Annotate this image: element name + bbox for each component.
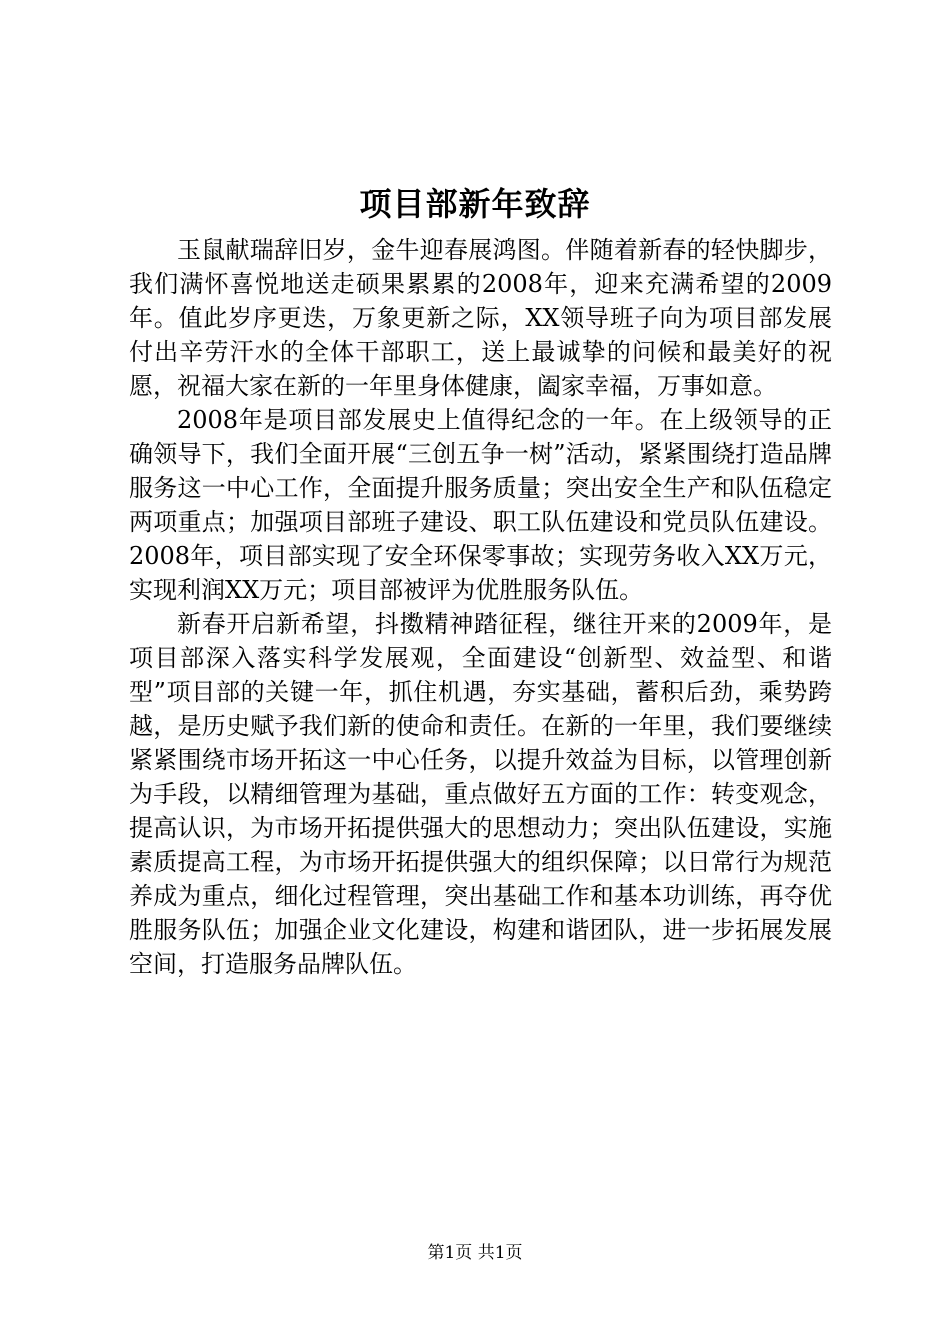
document-title: 项目部新年致辞 <box>359 185 591 223</box>
paragraph-3: 新春开启新希望，抖擞精神踏征程，继往开来的2009年，是项目部深入落实科学发展观，全面建设“创新型、效益型、和谐型”项目部的关键一年，抓住机遇，夯实基础，蓄积后劲，乘势跨越，是历史赋予我们新的使命和责任。在新的一年里，我们要继续紧紧围绕市场开拓这一中心任务，以提升效益为目标，以管理创新为手段，以精细管理为基础，重点做好五方面的工作：转变观念，提高认识，为市场开拓提供强大的思想动力；突出队伍建设，实施素质提高工程，为市场开拓提供强大的组织保障；以日常行为规范养成为重点，细化过程管理，突出基础工作和基本功训练，再夺优胜服务队伍；加强企业文化建设，构建和谐团队，进一步拓展发展空间，打造服务品牌队伍。 <box>129 610 832 978</box>
page-footer: 第1页 共1页 <box>427 1243 523 1263</box>
paragraph-2: 2008年是项目部发展史上值得纪念的一年。在上级领导的正确领导下，我们全面开展“三创五争一树”活动，紧紧围绕打造品牌服务这一中心工作，全面提升服务质量；突出安全生产和队伍稳定两项重点；加强项目部班子建设、职工队伍建设和党员队伍建设。2008年，项目部实现了安全环保零事故；实现劳务收入XX万元，实现利润XX万元；项目部被评为优胜服务队伍。 <box>129 406 832 604</box>
document-body <box>129 233 832 981</box>
paragraph-1: 玉鼠献瑞辞旧岁，金牛迎春展鸿图。伴随着新春的轻快脚步，我们满怀喜悦地送走硕果累累的2008年，迎来充满希望的2009年。值此岁序更迭，万象更新之际，XX领导班子向为项目部发展付出辛劳汗水的全体干部职工，送上最诚挚的问候和最美好的祝愿，祝福大家在新的一年里身体健康，阖家幸福，万事如意。 <box>129 236 832 400</box>
